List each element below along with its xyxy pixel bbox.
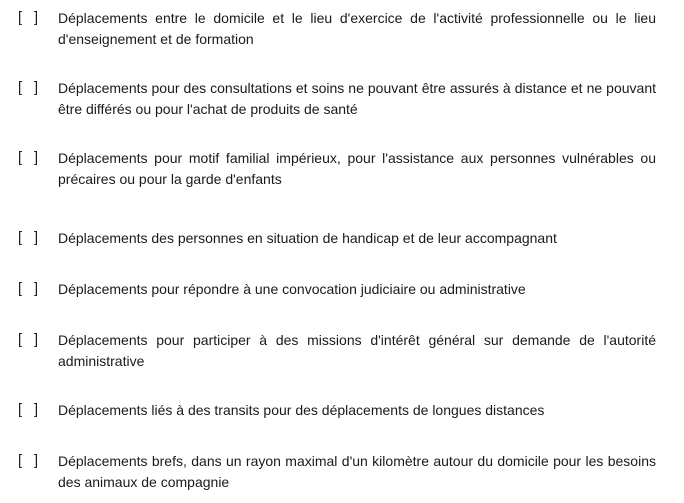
reason-checkbox[interactable]: [ ] — [18, 402, 43, 418]
reason-label: Déplacements pour motif familial impérieux, pour l'assistance aux personnes vulnérables ou précaires ou pour la garde d'enfants — [58, 150, 656, 187]
reason-label: Déplacements brefs, dans un rayon maximal d'un kilomètre autour du domicile pour les besoins des animaux de compagnie — [58, 453, 656, 490]
reason-label: Déplacements des personnes en situation de handicap et de leur accompagnant — [58, 230, 557, 246]
reason-checkbox[interactable]: [ ] — [18, 80, 43, 96]
reason-checkbox[interactable]: [ ] — [18, 10, 43, 26]
reason-checkbox[interactable]: [ ] — [18, 281, 43, 297]
reason-checkbox[interactable]: [ ] — [18, 332, 43, 348]
reason-label: Déplacements pour des consultations et soins ne pouvant être assurés à distance et ne pouvant être différés ou pour l'achat de produits de santé — [58, 80, 656, 117]
reason-label: Déplacements entre le domicile et le lieu d'exercice de l'activité professionnelle ou le lieu d'enseignement et de formation — [58, 10, 656, 47]
reason-label: Déplacements liés à des transits pour des déplacements de longues distances — [58, 402, 545, 418]
reason-label: Déplacements pour répondre à une convocation judiciaire ou administrative — [58, 281, 526, 297]
reason-checkbox[interactable]: [ ] — [18, 150, 43, 166]
reason-checkbox[interactable]: [ ] — [18, 230, 43, 246]
reason-checkbox[interactable]: [ ] — [18, 453, 43, 469]
reason-label: Déplacements pour participer à des missions d'intérêt général sur demande de l'autorité administrative — [58, 332, 656, 369]
